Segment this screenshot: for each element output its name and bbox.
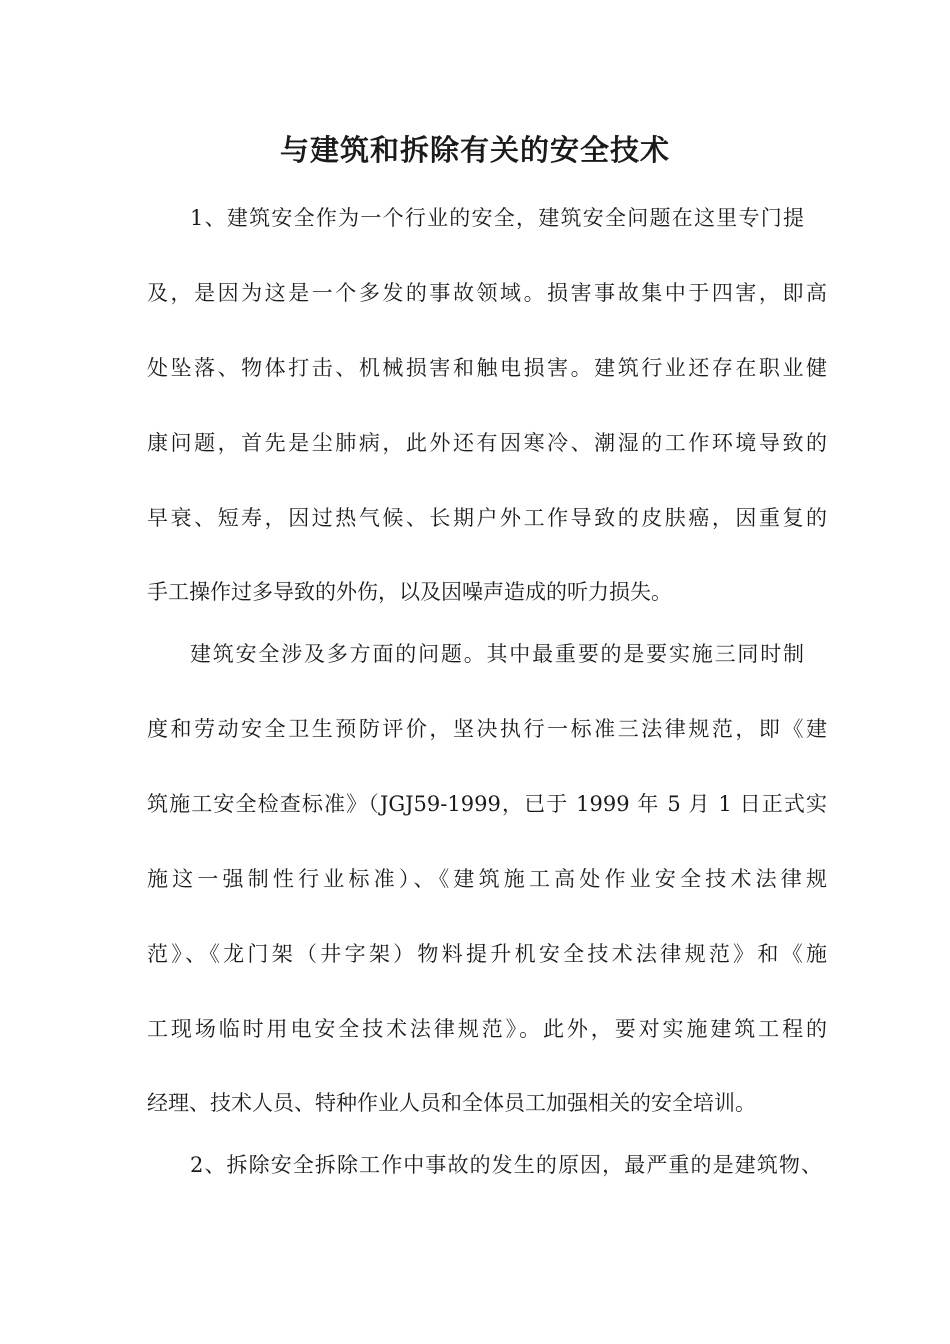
document-title: 与建筑和拆除有关的安全技术 xyxy=(279,133,670,167)
paragraph-line: 康问题，首先是尘肺病，此外还有因寒冷、潮湿的工作环境导致的 xyxy=(147,431,827,455)
paragraph-line: 手工操作过多导致的外伤，以及因噪声造成的听力损失。 xyxy=(147,580,672,604)
paragraph-line: 工现场临时用电安全技术法律规范》。此外，要对实施建筑工程的 xyxy=(147,1017,827,1041)
paragraph-line: 建筑安全涉及多方面的问题。其中最重要的是要实施三同时制 xyxy=(190,642,804,666)
paragraph-line: 1、建筑安全作为一个行业的安全，建筑安全问题在这里专门提 xyxy=(190,206,804,230)
paragraph-line: 处坠落、物体打击、机械损害和触电损害。建筑行业还存在职业健 xyxy=(147,356,827,380)
paragraph-line: 范》、《龙门架（井字架）物料提升机安全技术法律规范》和《施 xyxy=(147,942,827,966)
paragraph-line: 2、拆除安全拆除工作中事故的发生的原因，最严重的是建筑物、 xyxy=(190,1153,822,1177)
paragraph-line: 及，是因为这是一个多发的事故领域。损害事故集中于四害，即高 xyxy=(147,281,827,305)
paragraph-line: 度和劳动安全卫生预防评价，坚决执行一标准三法律规范，即《建 xyxy=(147,717,827,741)
paragraph-line: 筑施工安全检查标准》（JGJ59-1999，已于 1999 年 5 月 1 日正式实 xyxy=(147,792,827,816)
paragraph-line: 早衰、短寿，因过热气候、长期户外工作导致的皮肤癌，因重复的 xyxy=(147,506,827,530)
paragraph-line: 经理、技术人员、特种作业人员和全体员工加强相关的安全培训。 xyxy=(147,1091,756,1115)
paragraph-line: 施这一强制性行业标准）、《建筑施工高处作业安全技术法律规 xyxy=(147,867,827,891)
